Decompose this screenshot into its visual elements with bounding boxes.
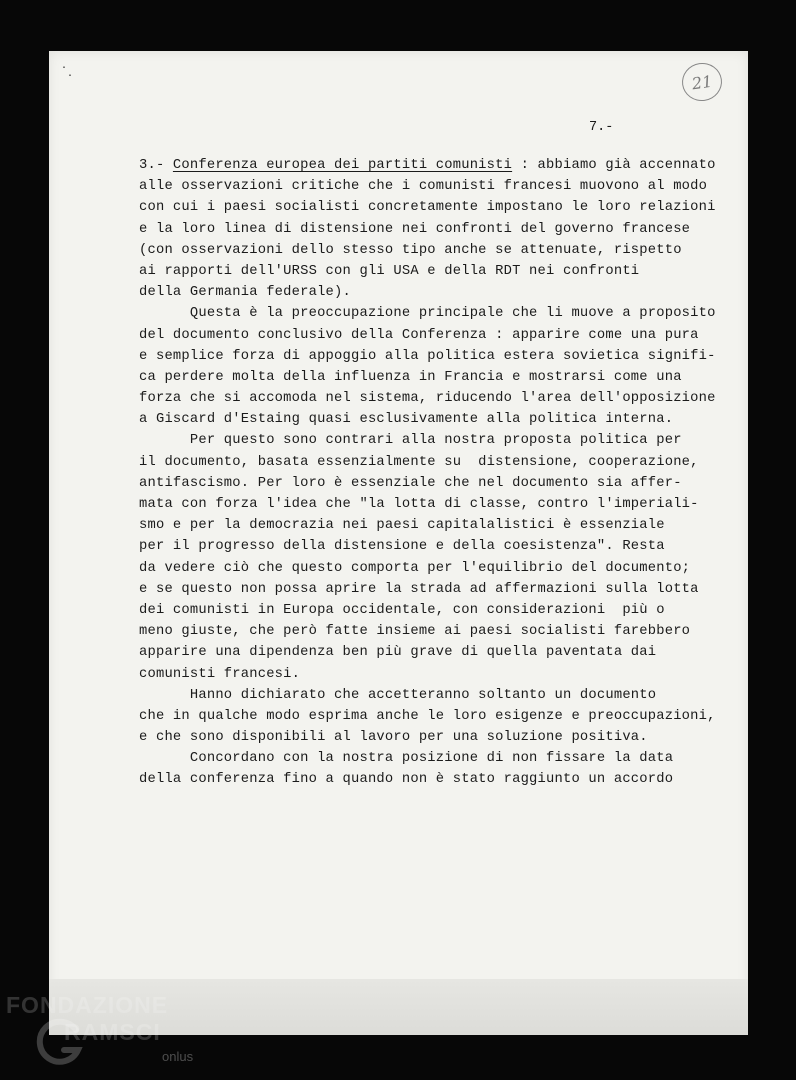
stamp-number: 21 xyxy=(690,71,714,93)
watermark-line2: RAMSCI xyxy=(64,1019,161,1045)
section-title: Conferenza europea dei partiti comunisti xyxy=(172,158,513,173)
typed-text-body xyxy=(139,155,739,791)
text-line: della Germania federale). xyxy=(139,285,351,301)
text-line: : abbiamo già accennato xyxy=(512,158,716,173)
fondazione-gramsci-watermark xyxy=(6,992,206,1074)
page-number: 7.- xyxy=(589,120,614,135)
text-line: (con osservazioni dello stesso tipo anche se attenuate, rispetto xyxy=(139,242,682,258)
text-line: mata con forza l'idea che "la lotta di classe, contro l'imperiali- xyxy=(139,497,699,512)
section-number: 3.- xyxy=(139,158,173,173)
heading-line xyxy=(139,155,739,176)
text-line: a Giscard d'Estaing quasi esclusivamente alla politica interna. xyxy=(139,412,674,428)
text-line: con cui i paesi socialisti concretamente impostano le loro relazioni xyxy=(139,200,716,216)
text-line: per il progresso della distensione e della coesistenza". Resta xyxy=(139,539,665,555)
text-line: antifascismo. Per loro è essenziale che nel documento sia affer- xyxy=(139,475,682,491)
text-line: e che sono disponibili al lavoro per una soluzione positiva. xyxy=(139,730,648,746)
archive-number-stamp xyxy=(680,60,725,103)
text-line: apparire una dipendenza ben più grave di quella paventata dai xyxy=(139,645,657,661)
text-line: e se questo non possa aprire la strada ad affermazioni sulla lotta xyxy=(139,581,699,597)
text-line: ca perdere molta della influenza in Francia e mostrarsi come una xyxy=(139,369,682,385)
document-page xyxy=(49,51,748,1035)
text-line: Hanno dichiarato che accetteranno soltanto un documento xyxy=(139,687,657,703)
text-line: alle osservazioni critiche che i comunisti francesi muovono al modo xyxy=(139,179,708,195)
text-line: Per questo sono contrari alla nostra proposta politica per xyxy=(139,433,682,449)
text-line: e semplice forza di appoggio alla politica estera sovietica signifi- xyxy=(139,348,716,364)
text-line: che in qualche modo esprima anche le loro esigenze e preoccupazioni, xyxy=(139,708,716,724)
text-line: meno giuste, che però fatte insieme ai paesi socialisti farebbero xyxy=(139,624,691,640)
text-line: Questa è la preoccupazione principale che li muove a proposito xyxy=(139,306,716,322)
watermark-line1: FONDAZIONE xyxy=(6,992,169,1018)
text-line: e la loro linea di distensione nei confronti del governo francese xyxy=(139,221,691,237)
text-line: Concordano con la nostra posizione di non fissare la data xyxy=(139,751,674,767)
text-line: comunisti francesi. xyxy=(139,666,301,682)
text-line: il documento, basata essenzialmente su distensione, cooperazione, xyxy=(139,454,699,470)
text-line: ai rapporti dell'URSS con gli USA e della RDT nei confronti xyxy=(139,263,640,279)
text-line: da vedere ciò che questo comporta per l'equilibrio del documento; xyxy=(139,560,691,576)
text-line: del documento conclusivo della Conferenza : apparire come una pura xyxy=(139,327,699,343)
text-line: smo e per la democrazia nei paesi capitalalistici è essenziale xyxy=(139,518,665,534)
text-line: forza che si accomoda nel sistema, riducendo l'area dell'opposizione xyxy=(139,391,716,407)
text-line: dei comunisti in Europa occidentale, con considerazioni più o xyxy=(139,602,665,618)
text-line: della conferenza fino a quando non è stato raggiunto un accordo xyxy=(139,772,674,788)
margin-marks: · · xyxy=(61,63,74,82)
watermark-suffix: onlus xyxy=(162,1049,194,1064)
